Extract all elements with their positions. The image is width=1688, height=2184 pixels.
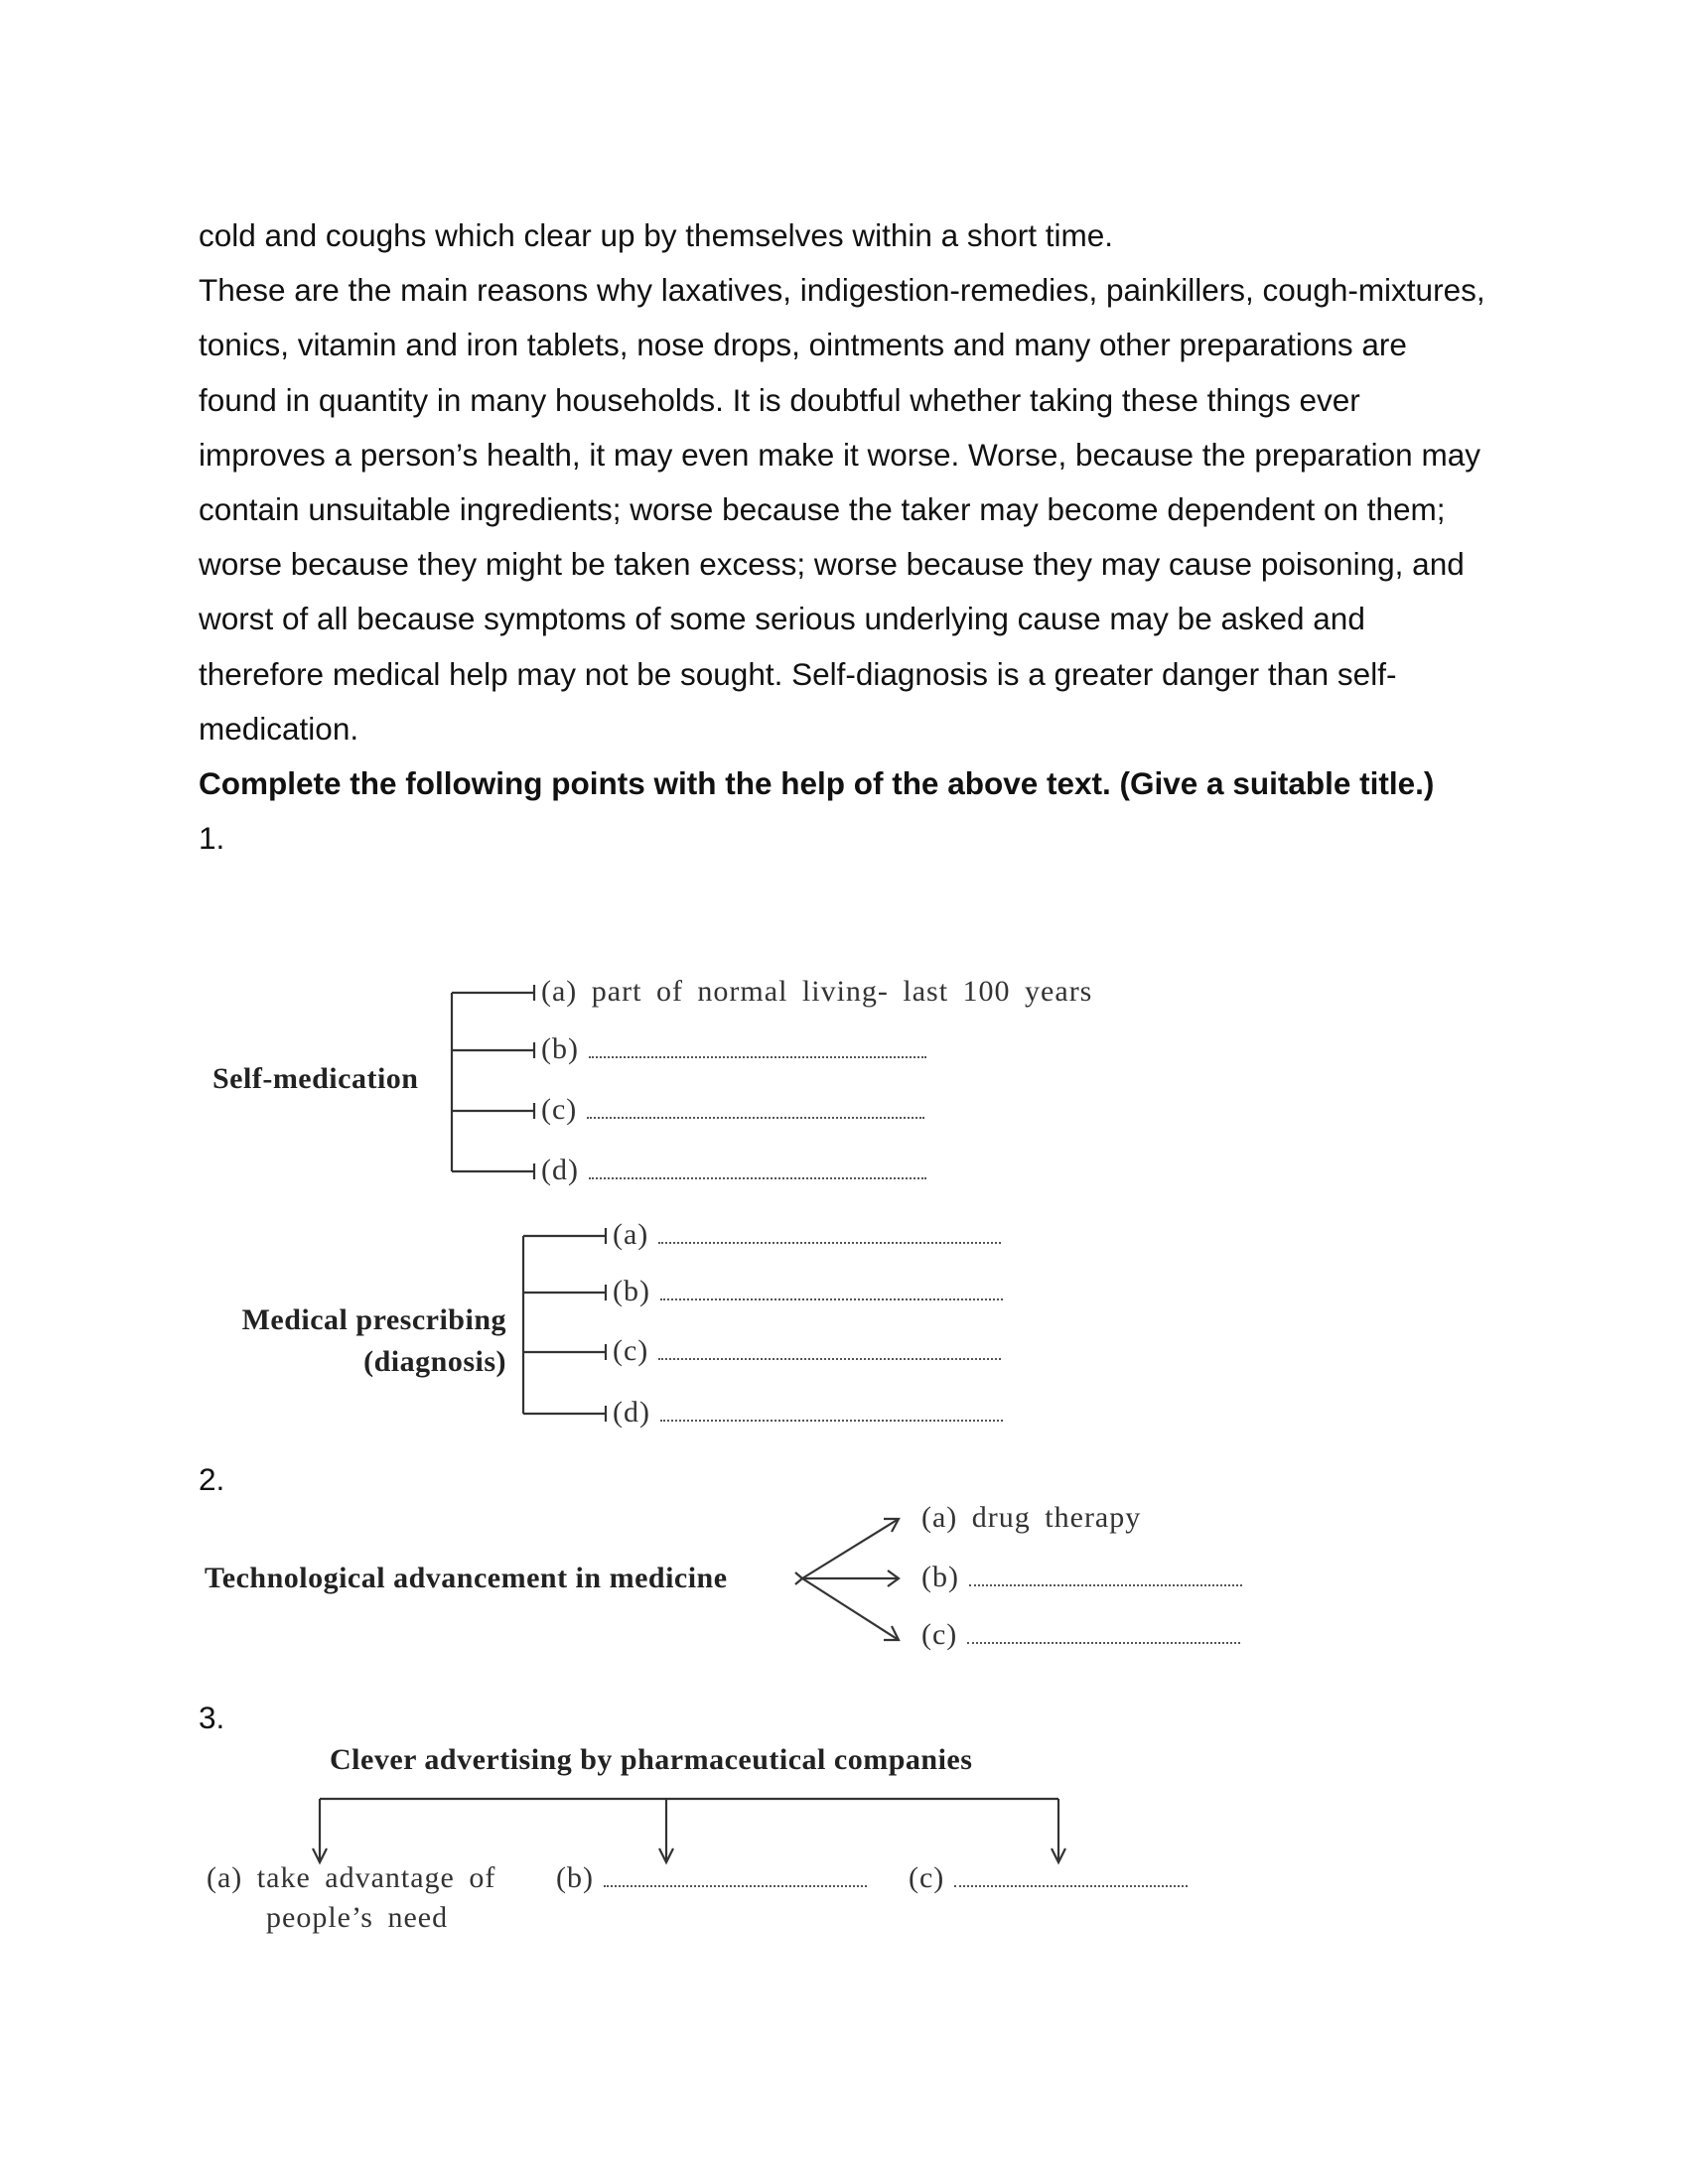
self-medication-item-d: (d) xyxy=(541,1154,926,1187)
technological-advancement-label: Technological advancement in medicine xyxy=(205,1562,728,1594)
technological-item-c: (c) xyxy=(921,1618,1240,1652)
technological-item-b: (b) xyxy=(921,1561,1242,1594)
answer-blank[interactable] xyxy=(604,1861,867,1887)
answer-blank[interactable] xyxy=(587,1093,924,1119)
section-2-number: 2. xyxy=(199,1461,225,1497)
answer-blank[interactable] xyxy=(658,1334,1001,1360)
passage-paragraph-2: These are the main reasons why laxatives, indigestion-remedies, painkillers, cough-mixtures, tonics, vitamin and iron tablets, nose drops, ointments and many other preparations are found in quantity in many households. It is doubtful whether taking these things ever improves a person’s health, it may even make it worse. Worse, because the preparation may contain unsuitable ingredients; worse because the taker may become dependent on them; worse because they might be taken excess; worse because they may cause poisoning, and worst of all because symptoms of some serious underlying cause may be asked and therefore medical help may not be sought. Self-diagnosis is a greater danger than self-medication. xyxy=(199,272,1485,747)
answer-blank[interactable] xyxy=(969,1561,1242,1586)
answer-blank[interactable] xyxy=(660,1275,1003,1300)
advertising-item-c: (c) xyxy=(909,1861,1188,1895)
answer-blank[interactable] xyxy=(589,1032,926,1058)
advertising-item-b: (b) xyxy=(556,1861,867,1895)
medical-prescribing-item-a: (a) xyxy=(613,1218,1001,1252)
technological-item-a: (a) drug therapy xyxy=(921,1501,1142,1534)
medical-prescribing-item-b: (b) xyxy=(613,1275,1003,1308)
advertising-item-a: (a) take advantage of people’s need xyxy=(207,1861,496,1934)
answer-blank[interactable] xyxy=(658,1218,1001,1244)
answer-blank[interactable] xyxy=(660,1396,1003,1422)
passage-paragraph-1: cold and coughs which clear up by themselves within a short time. xyxy=(199,217,1113,253)
answer-blank[interactable] xyxy=(967,1618,1240,1644)
self-medication-item-c: (c) xyxy=(541,1093,924,1127)
self-medication-item-b: (b) xyxy=(541,1032,926,1066)
self-medication-label: Self-medication xyxy=(212,1062,419,1095)
medical-prescribing-item-d: (d) xyxy=(613,1396,1003,1430)
answer-blank[interactable] xyxy=(954,1861,1188,1887)
medical-prescribing-item-c: (c) xyxy=(613,1334,1001,1368)
instruction-text: Complete the following points with the help of the above text. (Give a suitable title.) xyxy=(199,765,1435,802)
section-3-number: 3. xyxy=(199,1700,225,1735)
medical-prescribing-label: Medical prescribing (diagnosis) xyxy=(241,1303,506,1378)
section-1-number: 1. xyxy=(199,820,225,857)
answer-blank[interactable] xyxy=(589,1154,926,1179)
self-medication-item-a: (a) part of normal living- last 100 years xyxy=(541,975,1093,1008)
clever-advertising-title: Clever advertising by pharmaceutical companies xyxy=(330,1743,973,1776)
